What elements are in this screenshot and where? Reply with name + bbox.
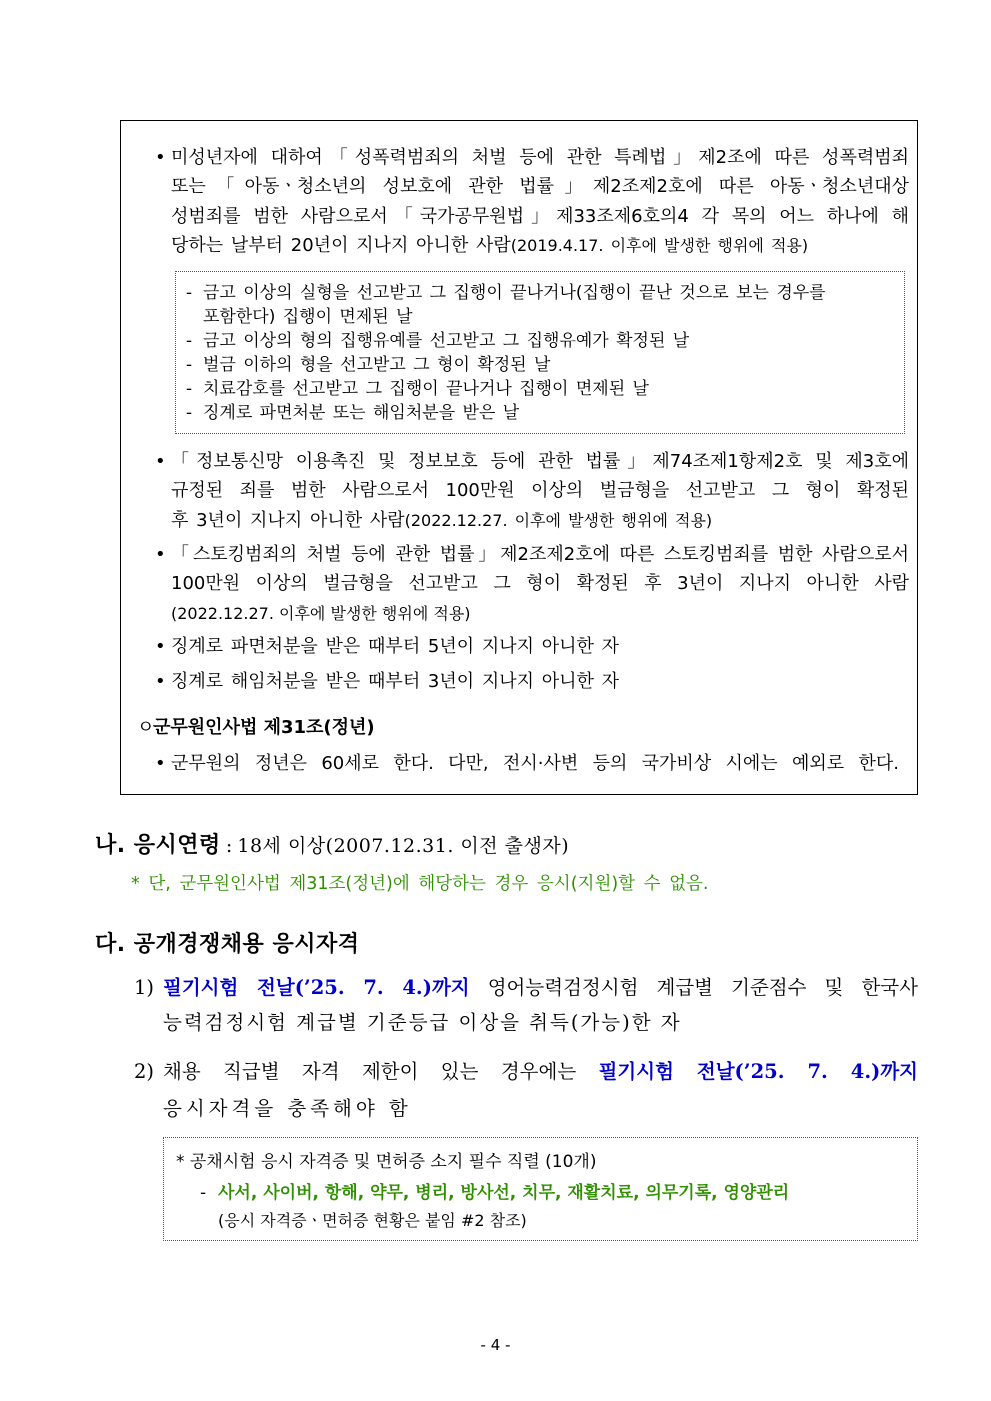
item-last-line xyxy=(171,506,909,535)
license-note-box xyxy=(163,1137,918,1241)
item-text xyxy=(171,632,909,661)
dash-marker: - xyxy=(186,379,193,399)
section-qualification-title: 다. 공개경쟁채용 응시자격 xyxy=(95,932,360,957)
item-line: 미성년자에 대하여「성폭력범죄의 처벌 등에 관한 특례법」제2조에 따른 성폭력범죄 xyxy=(171,147,909,168)
list-item-line: 금고 이상의 형의 집행유예를 선고받고 그 집행유예가 확정된 날 xyxy=(203,331,690,351)
item-text xyxy=(171,749,899,778)
deadline-highlight: 필기시험 전날(’25. 7. 4.)까지 xyxy=(163,976,470,999)
license-required-jobs: 사서, 사이버, 항해, 약무, 병리, 방사선, 치무, 재활치료, 의무기록, 영양관리 xyxy=(218,1183,790,1203)
applicability-note: (2022.12.27. 이후에 발생한 행위에 적용) xyxy=(171,603,471,623)
item-line: 징계로 해임처분을 받은 때부터 3년이 지나지 아니한 자 xyxy=(171,671,620,692)
bullet: • xyxy=(155,544,166,565)
item-line: 징계로 파면처분을 받은 때부터 5년이 지나지 아니한 자 xyxy=(171,636,620,657)
applicability-note: (2022.12.27. 이후에 발생한 행위에 적용) xyxy=(404,510,713,530)
item-line: 성범죄를 범한 사람으로서「국가공무원법」제33조제6호의4 각 목의 어느 하나에 해 xyxy=(171,205,909,227)
item-line-text: 채용 직급별 자격 제한이 있는 경우에는 xyxy=(163,1060,577,1083)
item-line: 「스토킹범죄의 처벌 등에 관한 법률」제2조제2호에 따른 스토킹범죄를 범한 사람으로서 xyxy=(171,544,909,565)
item-line xyxy=(163,1053,918,1090)
section-age xyxy=(95,830,915,863)
sub-criteria-box xyxy=(175,271,905,434)
item-text xyxy=(171,540,909,628)
bullet: • xyxy=(155,147,166,168)
item-line: 규정된 죄를 범한 사람으로서 100만원 이상의 벌금형을 선고받고 그 형이 확정된 xyxy=(171,480,909,502)
dash-marker: - xyxy=(186,403,193,423)
section-age-value: 18세 이상(2007.12.31. 이전 출생자) xyxy=(237,835,570,857)
bullet: • xyxy=(155,451,166,472)
list-item xyxy=(186,353,891,377)
section-age-note: * 단, 군무원인사법 제31조(정년)에 해당하는 경우 응시(지원)할 수 없음. xyxy=(131,874,709,894)
item-text xyxy=(171,143,909,260)
item-line: 능력검정시험 계급별 기준등급 이상을 취득(가능)한 자 xyxy=(163,1011,682,1034)
sub-criteria-list xyxy=(186,281,891,425)
item-last-line-text: 후 3년이 지나지 아니한 사람 xyxy=(171,509,405,531)
list-item-line: 징계로 파면처분 또는 해임처분을 받은 날 xyxy=(203,403,520,423)
bullet: • xyxy=(155,636,166,657)
restriction-box xyxy=(120,120,918,795)
dash-marker: - xyxy=(186,355,193,375)
item-last-line-text: 당하는 날부터 20년이 지나지 아니한 사람 xyxy=(171,234,511,256)
item-text xyxy=(163,1053,918,1127)
applicability-note: (2019.4.17. 이후에 발생한 행위에 적용) xyxy=(510,235,809,255)
item-line: 응시자격을 충족해야 함 xyxy=(163,1097,412,1120)
item-text xyxy=(171,667,909,696)
license-reference: (응시 자격증ㆍ면허증 현황은 붙임 #2 참조) xyxy=(218,1211,527,1230)
list-item-line: 치료감호를 선고받고 그 집행이 끝나거나 집행이 면제된 날 xyxy=(203,379,649,399)
circle-marker: ㅇ xyxy=(137,717,155,738)
list-item-line: 벌금 이하의 형을 선고받고 그 형이 확정된 날 xyxy=(203,355,551,375)
item-line-text: 영어능력검정시험 계급별 기준점수 및 한국사 xyxy=(487,976,918,999)
item-last-line xyxy=(171,231,909,260)
list-item xyxy=(186,329,891,353)
separator: : xyxy=(225,835,233,857)
item-line xyxy=(163,970,918,1005)
deadline-highlight: 필기시험 전날(’25. 7. 4.)까지 xyxy=(598,1060,918,1083)
list-item-line: 금고 이상의 실형을 선고받고 그 집행이 끝나거나(집행이 끝난 것으로 보는 경우를 xyxy=(203,283,826,303)
bullet: • xyxy=(155,753,166,774)
section-age-title: 나. 응시연령 xyxy=(95,833,221,858)
list-item xyxy=(186,401,891,425)
license-note-title: * 공채시험 응시 자격증 및 면허증 소지 필수 직렬 (10개) xyxy=(176,1152,597,1172)
page-number: - 4 - xyxy=(480,1336,511,1354)
dash-marker: - xyxy=(186,331,193,351)
list-item xyxy=(186,377,891,401)
item-line: 「정보통신망 이용촉진 및 정보보호 등에 관한 법률」제74조제1항제2호 및 제3호에 xyxy=(171,451,909,472)
item-number: 1) xyxy=(134,976,155,999)
item-text xyxy=(171,447,909,535)
retirement-heading-text: 군무원인사법 제31조(정년) xyxy=(153,717,375,738)
item-number: 2) xyxy=(134,1060,155,1083)
list-item-line: 포함한다) 집행이 면제된 날 xyxy=(203,307,413,327)
item-line: 또는「아동ㆍ청소년의 성보호에 관한 법률」제2조제2호에 따른 아동ㆍ청소년대상 xyxy=(171,176,909,198)
bullet: • xyxy=(155,671,166,692)
list-item xyxy=(186,281,891,329)
dash-marker: - xyxy=(186,283,193,303)
item-line: 100만원 이상의 벌금형을 선고받고 그 형이 확정된 후 3년이 지나지 아니한 사람 xyxy=(171,573,909,595)
item-text xyxy=(163,970,918,1040)
dash-marker: - xyxy=(200,1183,207,1203)
item-line: 군무원의 정년은 60세로 한다. 다만, 전시·사변 등의 국가비상 시에는 예외로 한다. xyxy=(171,753,899,774)
